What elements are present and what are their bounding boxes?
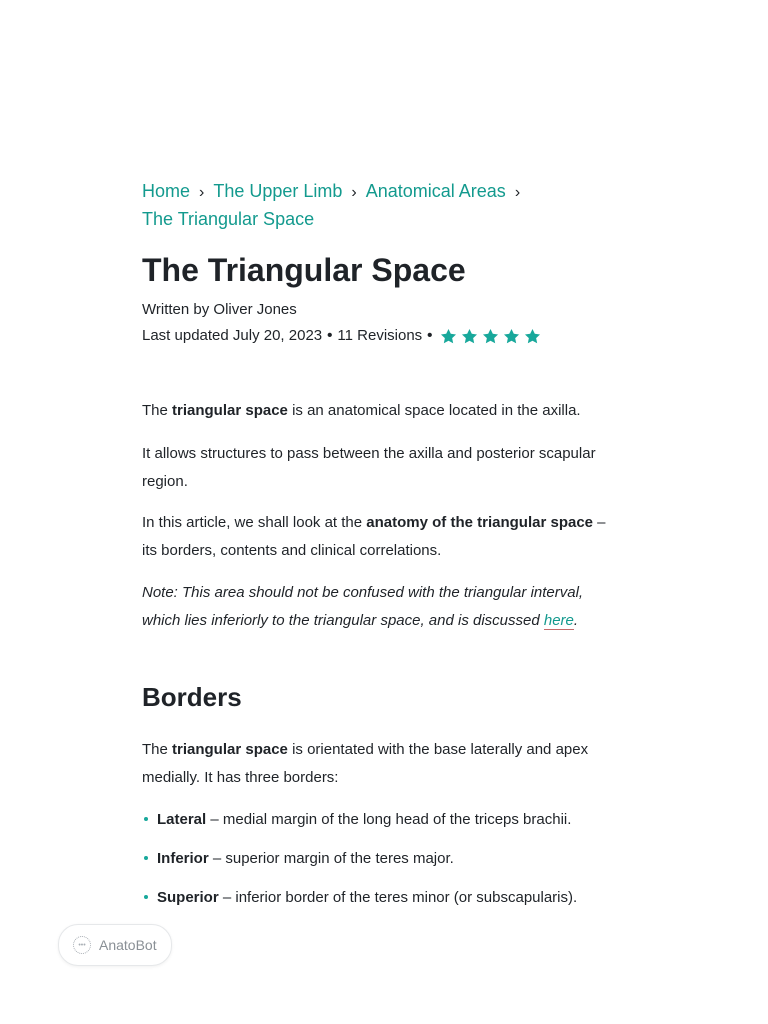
breadcrumb [142,178,617,233]
bold-term: anatomy of the triangular space [366,514,594,531]
list-item [142,845,617,884]
star-icon [460,327,479,346]
text-run: In this article, we shall look at the [142,514,367,531]
bold-term: Inferior [157,850,209,867]
borders-list [142,806,617,923]
text-run: The [142,741,173,758]
breadcrumb-anatomical-areas[interactable]: Anatomical Areas [365,181,506,201]
here-link[interactable]: here [543,611,574,629]
intro-paragraph-3 [142,509,617,564]
breadcrumb-separator: › [199,184,205,201]
text-run: The [142,402,173,419]
last-updated: Last updated July 20, 2023 [142,327,323,344]
author-byline[interactable]: Written by Oliver Jones [142,301,297,318]
bold-term: triangular space [172,741,288,758]
meta-separator: • [427,327,433,344]
star-icon [502,327,521,346]
bold-term: triangular space [172,402,288,419]
revisions-link[interactable]: 11 Revisions [337,327,423,344]
note-paragraph [142,579,617,634]
breadcrumb-home[interactable]: Home [142,181,191,201]
breadcrumb-triangular-space[interactable]: The Triangular Space [142,209,315,229]
borders-paragraph [142,736,617,791]
anatobot-label: AnatoBot [99,937,157,953]
text-run: – its borders, contents and clinical correlations. [142,514,606,559]
star-icon [439,327,458,346]
list-item [142,806,617,845]
bold-term: Lateral [157,811,207,828]
text-run: – superior margin of the teres major. [208,850,454,867]
chat-bot-icon: ••• [73,936,91,954]
list-item [142,884,617,923]
rating-stars[interactable] [439,327,542,346]
breadcrumb-separator: › [351,184,357,201]
text-run: – inferior border of the teres minor (or subscapularis). [218,889,578,906]
text-run: Note: This area should not be confused with the triangular interval, which lies inferiorly to the triangular space, and is discussed [142,584,584,629]
section-heading-borders: Borders [142,682,242,712]
text-run: is orientated with the base laterally and apex medially. It has three borders: [142,741,589,786]
text-run: is an anatomical space located in the axilla. [287,402,581,419]
breadcrumb-upper-limb[interactable]: The Upper Limb [213,181,343,201]
intro-paragraph-2: It allows structures to pass between the axilla and posterior scapular region. [142,445,596,490]
bold-term: Superior [157,889,219,906]
anatobot-chat-button[interactable] [58,924,172,966]
star-icon [523,327,542,346]
text-run: . [573,611,579,629]
meta-separator: • [327,327,333,344]
page-title: The Triangular Space [142,252,466,288]
text-run: – medial margin of the long head of the triceps brachii. [206,811,572,828]
intro-paragraph-1 [142,397,617,425]
article-meta [142,326,542,346]
breadcrumb-separator: › [514,184,521,201]
star-icon [481,327,500,346]
